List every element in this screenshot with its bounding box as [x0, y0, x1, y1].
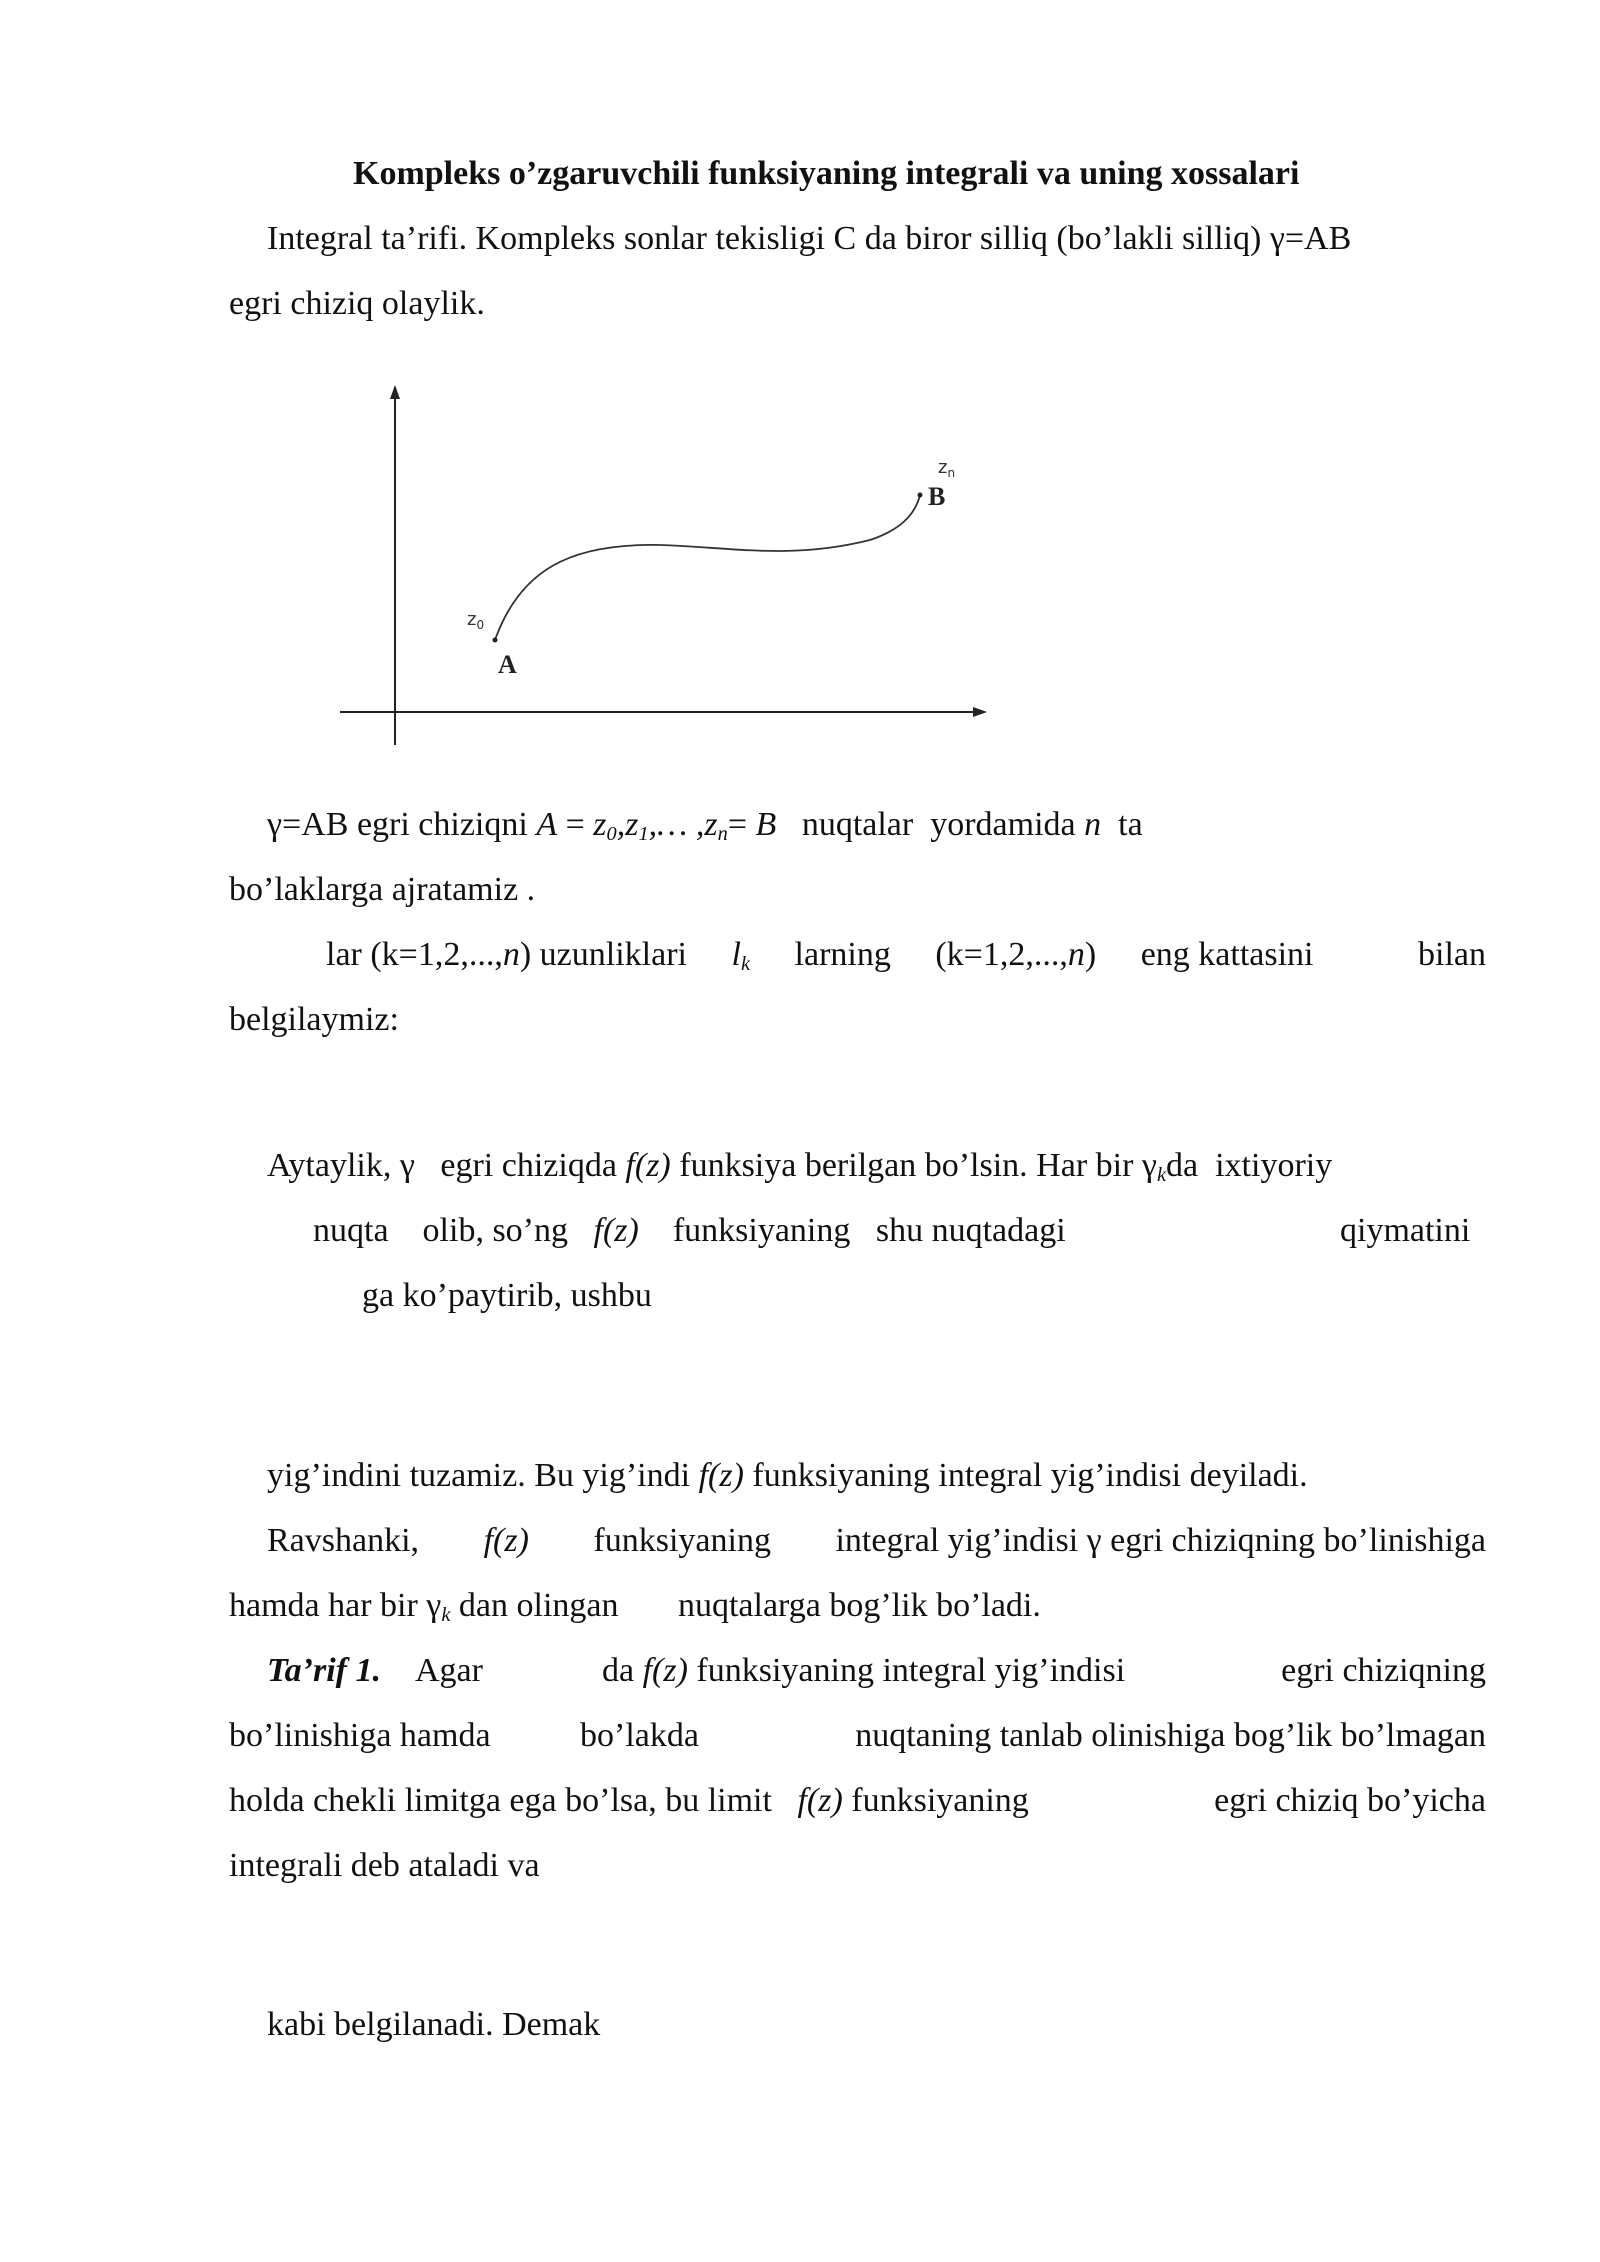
math-fz: f(z) — [642, 1652, 688, 1689]
max-length-line2: belgilaymiz: — [229, 1001, 399, 1038]
notation-line: kabi belgilanadi. Demak — [267, 2006, 601, 2043]
function-line2-b: qiymatini — [1340, 1212, 1471, 1249]
dependence-line1: Ravshanki, f(z) funksiyaning integral yig’indisi γ egri chiziqning bo’linishiga — [267, 1522, 1486, 1559]
text: chiziqni — [418, 806, 528, 843]
definition-label: Ta’rif 1. — [267, 1652, 381, 1689]
max-length-line1 — [326, 938, 1486, 975]
label-z0: $z_0$ — [467, 609, 485, 632]
dependence-line2: hamda har bir $\gamma_k$ dan olingan nuqtalarga bog’lik bo’ladi. — [229, 1587, 1041, 1627]
page-title: Kompleks o’zgaruvchili funksiyaning integrali va uning xossalari — [353, 155, 1300, 192]
curve-figure — [330, 375, 1010, 760]
label-a: A — [498, 650, 517, 679]
text: bilan — [1418, 936, 1486, 973]
math-z: $z_0,z_1,\dots$ $,z_n$ — [593, 806, 728, 846]
curve-ab — [495, 495, 920, 640]
definition-1-line1: Ta’rif 1. Agar da f(z) funksiyaning integral yig’indisi egri chiziqning — [267, 1652, 1486, 1689]
integral-sum-line: yig’indini tuzamiz. Bu yig’indi f(z) funksiyaning integral yig’indisi deyiladi. — [267, 1457, 1308, 1494]
definition-1-line4: integrali deb ataladi va — [229, 1847, 540, 1884]
text: = — [565, 806, 585, 843]
text: egri — [356, 806, 410, 843]
math-n: n — [1084, 806, 1102, 843]
math-fz: f(z) — [593, 1212, 639, 1249]
partition-line2: bo’laklarga ajratamiz . — [229, 871, 536, 908]
text: ta — [1118, 806, 1143, 843]
function-line1: Aytaylik, γ egri chiziqda f(z) funksiya berilgan bo’lsin. Har bir $\gamma_kda$ ixtiyoriy — [267, 1147, 1333, 1187]
math-fz: f(z) — [698, 1457, 744, 1494]
text: γ=AB — [267, 806, 349, 843]
definition-intro-line1: Integral ta’rifi. Kompleks sonlar tekisligi C da biror silliq (bo’lakli silliq) γ=AB — [267, 220, 1352, 257]
text: eng kattasini — [1140, 936, 1314, 973]
function-line3: ga ko’paytirib, ushbu — [362, 1277, 652, 1314]
text: nuqtalar — [801, 806, 914, 843]
text: larning — [794, 936, 891, 973]
math-fz: f(z) — [797, 1782, 843, 1819]
partition-line1 — [267, 808, 1143, 845]
text: lar (k=1,2,...,n) uzunliklari — [326, 936, 687, 973]
text: (k=1,2,...,n) — [935, 936, 1097, 973]
math-fz: f(z) — [483, 1522, 529, 1559]
point-a — [493, 638, 498, 643]
definition-1-line2: bo’linishiga hamda bo’lakda nuqtaning tanlab olinishiga bog’lik bo’lmagan — [229, 1717, 1486, 1754]
label-zn: $z_n$ — [938, 457, 956, 480]
point-b — [918, 493, 923, 498]
text: $l_k$ — [731, 936, 751, 976]
definition-1-line3: holda chekli limitga ega bo’lsa, bu limit f(z) funksiyaning egri chiziq bo’yicha — [229, 1782, 1486, 1819]
definition-intro-line2: egri chiziq olaylik. — [229, 285, 485, 322]
label-b: B — [928, 482, 946, 511]
math-fz: f(z) — [625, 1147, 671, 1184]
function-line2-a: nuqta olib, so’ng f(z) funksiyaning shu nuqtadagi — [313, 1212, 1066, 1249]
math-b: B — [755, 806, 777, 843]
text: = — [727, 806, 748, 843]
math-a: A — [536, 806, 558, 843]
text: yordamida — [930, 806, 1076, 843]
